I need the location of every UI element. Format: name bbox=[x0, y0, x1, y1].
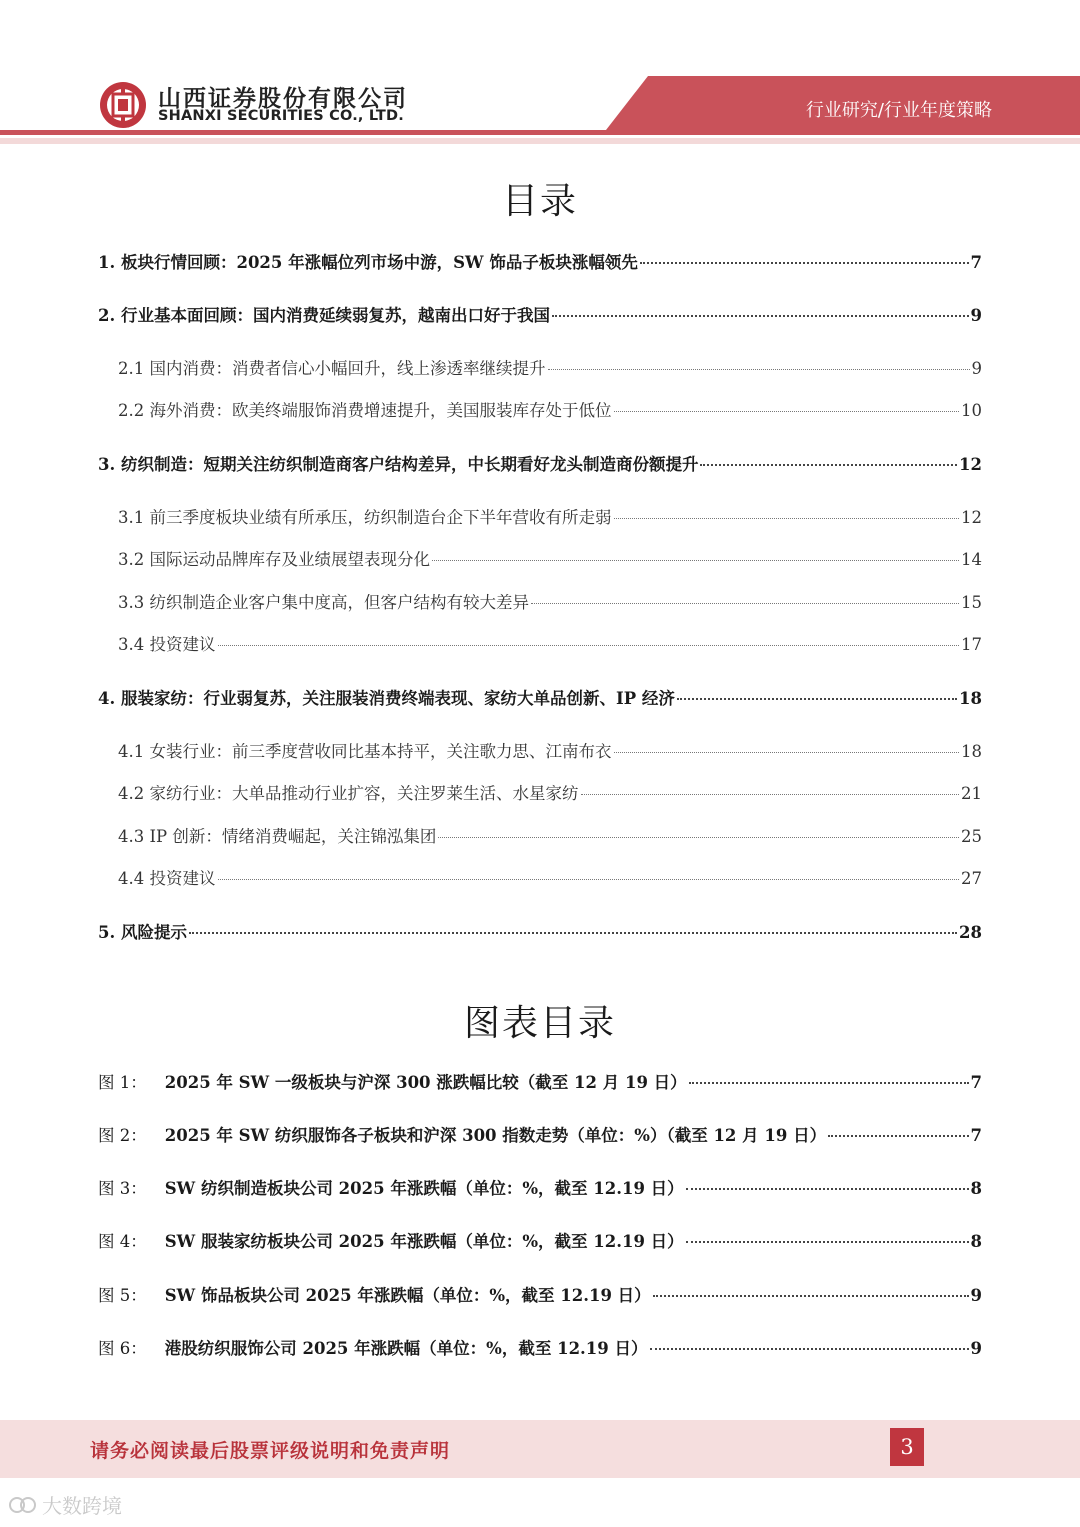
figure-entry-1[interactable] bbox=[98, 1069, 982, 1093]
toc-entry-label: 3. 纺织制造：短期关注纺织制造商客户结构差异，中长期看好龙头制造商份额提升 bbox=[98, 455, 699, 474]
toc-entry-4-1[interactable] bbox=[118, 738, 982, 762]
toc-entry-page: 14 bbox=[961, 550, 982, 569]
figure-entry-label: SW 服装家纺板块公司 2025 年涨跌幅（单位：%，截至 12.19 日） bbox=[164, 1232, 684, 1251]
toc-entry-page: 27 bbox=[961, 869, 982, 888]
leader-dots bbox=[548, 368, 970, 370]
leader-dots bbox=[689, 1081, 969, 1084]
leader-dots bbox=[686, 1240, 969, 1243]
figure-entry-label: 2025 年 SW 纺织服饰各子板块和沪深 300 指数走势（单位：%）（截至 12 月 19 日） bbox=[164, 1126, 827, 1145]
toc-entry-page: 25 bbox=[961, 827, 982, 846]
watermark-text: 大数跨境 bbox=[42, 1494, 122, 1518]
figure-entry-2[interactable] bbox=[98, 1122, 982, 1146]
toc-entry-label: 4.3 IP 创新：情绪消费崛起，关注锦泓集团 bbox=[118, 827, 437, 846]
toc-entry-4-4[interactable] bbox=[118, 865, 982, 889]
leader-dots bbox=[552, 314, 969, 317]
toc-entry-3-3[interactable] bbox=[118, 589, 982, 613]
toc-entry-3-4[interactable] bbox=[118, 631, 982, 655]
company-logo-icon bbox=[98, 80, 148, 130]
figure-entry-5[interactable] bbox=[98, 1282, 982, 1306]
toc-entry-label: 5. 风险提示 bbox=[98, 923, 187, 942]
leader-dots bbox=[614, 751, 960, 753]
figure-entry-page: 7 bbox=[970, 1126, 982, 1145]
figure-entry-6[interactable] bbox=[98, 1335, 982, 1359]
toc-entry-label: 3.4 投资建议 bbox=[118, 635, 216, 654]
leader-dots bbox=[700, 463, 957, 466]
company-name-en: SHANXI SECURITIES CO., LTD. bbox=[158, 108, 404, 124]
figure-entry-page: 8 bbox=[970, 1179, 982, 1198]
figure-list-title: 图表目录 bbox=[463, 1003, 616, 1044]
figure-number: 图 4： bbox=[98, 1232, 147, 1251]
toc-entry-page: 18 bbox=[959, 689, 982, 708]
toc-entry-label: 1. 板块行情回顾：2025 年涨幅位列市场中游，SW 饰品子板块涨幅领先 bbox=[98, 253, 638, 272]
figure-entry-page: 8 bbox=[970, 1232, 982, 1251]
toc-entry-label: 3.3 纺织制造企业客户集中度高，但客户结构有较大差异 bbox=[118, 593, 529, 612]
toc-entry-3[interactable] bbox=[98, 451, 982, 475]
toc-entry-2-1[interactable] bbox=[118, 355, 982, 379]
disclaimer-notice: 请务必阅读最后股票评级说明和免责声明 bbox=[90, 1440, 451, 1462]
figure-entry-label: 2025 年 SW 一级板块与沪深 300 涨跌幅比较（截至 12 月 19 日） bbox=[164, 1073, 687, 1092]
toc-entry-page: 12 bbox=[961, 508, 982, 527]
toc-entry-label: 4.2 家纺行业：大单品推动行业扩容，关注罗莱生活、水星家纺 bbox=[118, 784, 579, 803]
toc-entry-label: 2.2 海外消费：欧美终端服饰消费增速提升，美国服装库存处于低位 bbox=[118, 401, 612, 420]
toc-entry-page: 9 bbox=[970, 306, 982, 325]
figure-number: 图 3： bbox=[98, 1179, 147, 1198]
figure-entry-label: SW 纺织制造板块公司 2025 年涨跌幅（单位：%，截至 12.19 日） bbox=[164, 1179, 684, 1198]
figure-entry-page: 9 bbox=[970, 1339, 982, 1358]
toc-entry-label: 3.1 前三季度板块业绩有所承压，纺织制造台企下半年营收有所走弱 bbox=[118, 508, 612, 527]
leader-dots bbox=[189, 931, 957, 934]
page-number: 3 bbox=[890, 1428, 924, 1466]
figure-entry-4[interactable] bbox=[98, 1228, 982, 1252]
toc-entry-label: 4.1 女装行业：前三季度营收同比基本持平，关注歌力思、江南布衣 bbox=[118, 742, 612, 761]
figure-number: 图 2： bbox=[98, 1126, 147, 1145]
leader-dots bbox=[677, 697, 957, 700]
toc-entry-3-1[interactable] bbox=[118, 504, 982, 528]
toc-entry-2-2[interactable] bbox=[118, 397, 982, 421]
leader-dots bbox=[650, 1347, 969, 1350]
toc-entry-label: 4. 服装家纺：行业弱复苏，关注服装消费终端表现、家纺大单品创新、IP 经济 bbox=[98, 689, 675, 708]
toc-entry-5[interactable] bbox=[98, 919, 982, 943]
leader-dots bbox=[614, 517, 960, 519]
watermark bbox=[8, 1490, 122, 1519]
toc-entry-page: 9 bbox=[971, 359, 982, 378]
figure-entry-3[interactable] bbox=[98, 1175, 982, 1199]
toc-entry-2[interactable] bbox=[98, 302, 982, 326]
leader-dots bbox=[438, 836, 959, 838]
leader-dots bbox=[828, 1134, 968, 1137]
leader-dots bbox=[432, 559, 959, 561]
figure-number: 图 5： bbox=[98, 1286, 147, 1305]
toc-entry-4-2[interactable] bbox=[118, 780, 982, 804]
toc-entry-page: 17 bbox=[961, 635, 982, 654]
toc-entry-label: 3.2 国际运动品牌库存及业绩展望表现分化 bbox=[118, 550, 430, 569]
leader-dots bbox=[653, 1294, 969, 1297]
toc-entry-label: 4.4 投资建议 bbox=[118, 869, 216, 888]
leader-dots bbox=[218, 644, 960, 646]
toc-entry-page: 28 bbox=[959, 923, 982, 942]
figure-entry-page: 7 bbox=[970, 1073, 982, 1092]
watermark-logo-icon bbox=[8, 1494, 38, 1516]
toc-entry-page: 10 bbox=[961, 401, 982, 420]
figure-number: 图 6： bbox=[98, 1339, 147, 1358]
toc-entry-page: 18 bbox=[961, 742, 982, 761]
toc-entry-3-2[interactable] bbox=[118, 546, 982, 570]
toc-entry-4[interactable] bbox=[98, 685, 982, 709]
toc-entry-page: 7 bbox=[970, 253, 982, 272]
report-category: 行业研究/行业年度策略 bbox=[805, 100, 992, 121]
company-name-cn: 山西证券股份有限公司 bbox=[158, 86, 408, 112]
leader-dots bbox=[640, 261, 969, 264]
toc-entry-4-3[interactable] bbox=[118, 823, 982, 847]
figure-entry-label: 港股纺织服饰公司 2025 年涨跌幅（单位：%，截至 12.19 日） bbox=[164, 1339, 648, 1358]
leader-dots bbox=[581, 793, 960, 795]
toc-title: 目录 bbox=[501, 181, 578, 222]
page-header bbox=[0, 0, 1080, 150]
figure-number: 图 1： bbox=[98, 1073, 147, 1092]
leader-dots bbox=[686, 1187, 969, 1190]
leader-dots bbox=[614, 410, 960, 412]
toc-entry-label: 2.1 国内消费：消费者信心小幅回升，线上渗透率继续提升 bbox=[118, 359, 546, 378]
leader-dots bbox=[531, 602, 959, 604]
figure-entry-page: 9 bbox=[970, 1286, 982, 1305]
toc-entry-page: 15 bbox=[961, 593, 982, 612]
toc-entry-page: 12 bbox=[959, 455, 982, 474]
figure-entry-label: SW 饰品板块公司 2025 年涨跌幅（单位：%，截至 12.19 日） bbox=[164, 1286, 651, 1305]
leader-dots bbox=[218, 878, 960, 880]
toc-entry-page: 21 bbox=[961, 784, 982, 803]
toc-entry-label: 2. 行业基本面回顾：国内消费延续弱复苏，越南出口好于我国 bbox=[98, 306, 550, 325]
toc-entry-1[interactable] bbox=[98, 249, 982, 273]
